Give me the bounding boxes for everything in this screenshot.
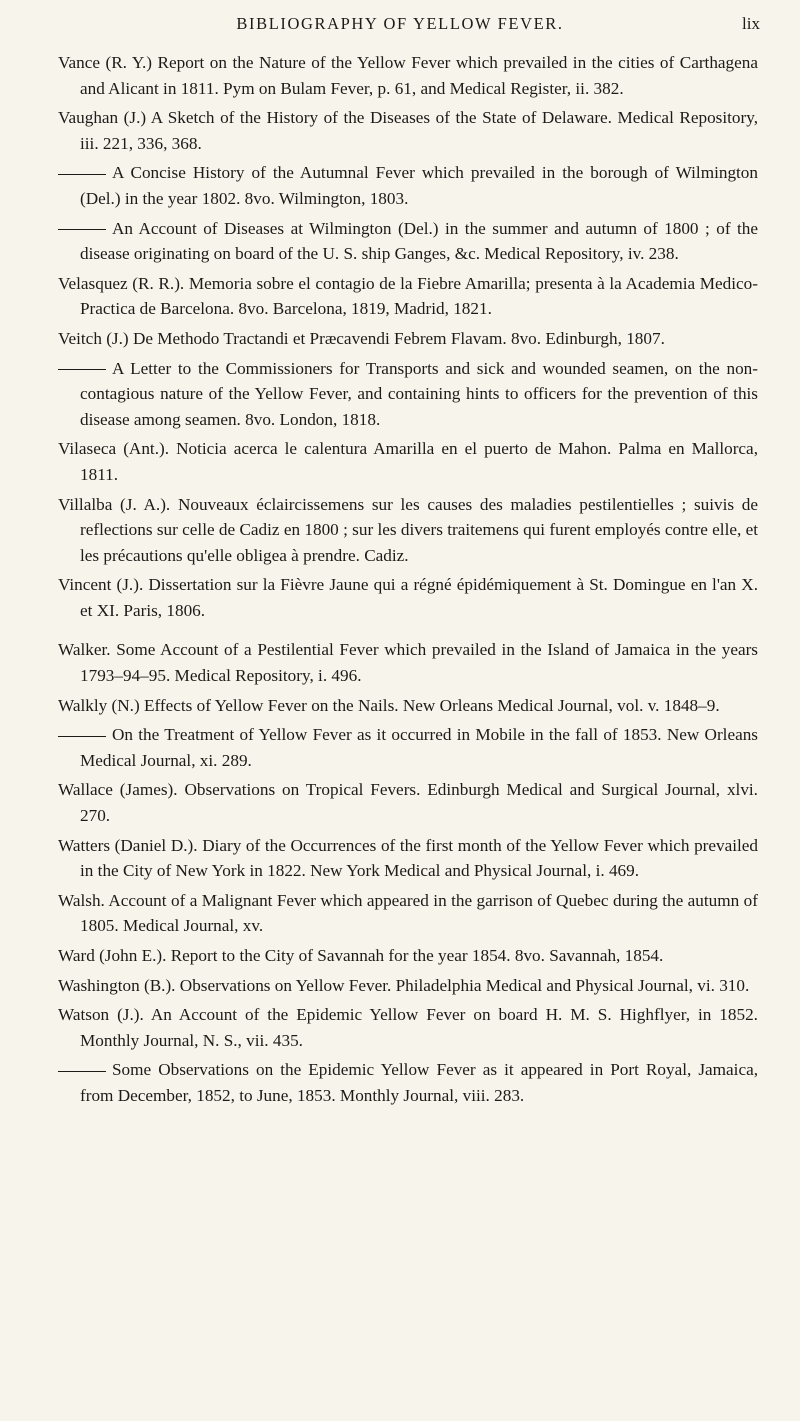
bibliography-entry [58, 943, 758, 969]
ditto-dash [58, 174, 106, 175]
page-header [0, 14, 800, 38]
bibliography-entry [58, 356, 758, 433]
bibliography-entry [58, 271, 758, 322]
bibliography-entry [58, 572, 758, 623]
entry-author: Wallace (James). [58, 780, 178, 800]
entry-author: Walsh. [58, 890, 105, 910]
entry-text: Memoria sobre el contagio de la Fiebre Amarilla; presenta à la Academia Medico-Practica de Barcelona. 8vo. Barcelona, 1819, Madrid, 1821. [80, 273, 758, 319]
bibliography-entry [58, 50, 758, 101]
entry-text: Nouveaux éclaircissemens sur les causes des maladies pestilentielles ; suivis de reflections sur celle de Cadiz en 1800 ; sur les divers traitemens qui furent employés contre elle, et les précautions qu'elle obligea à prendre. Cadiz. [80, 494, 759, 565]
entry-text: Report to the City of Savannah for the year 1854. 8vo. Savannah, 1854. [170, 946, 664, 965]
entry-text: An Account of the Epidemic Yellow Fever on board H. M. S. Highflyer, in 1852. Monthly Journal, N. S., vii. 435. [80, 1005, 758, 1050]
entry-author: Walkly (N.) [58, 695, 140, 715]
entry-text: An Account of Diseases at Wilmington (Del.) in the summer and autumn of 1800 ; of the disease originating on board of the U. S. ship Ganges, &c. Medical Repository, iv. 238. [80, 218, 758, 264]
ditto-dash [58, 229, 106, 230]
entry-author: Walker. [58, 640, 111, 660]
entry-author: Vilaseca (Ant.). [58, 439, 170, 459]
entry-author: Veitch (J.) [58, 328, 129, 348]
bibliography-entry [58, 105, 758, 156]
bibliography-entry [58, 216, 758, 267]
bibliography-entry [58, 436, 758, 487]
entry-author: Watson (J.). [58, 1005, 144, 1025]
entry-text: Diary of the Occurrences of the first month of the Yellow Fever which prevailed in the City of New York in 1822. New York Medical and Physical Journal, i. 469. [80, 835, 759, 881]
entry-author: Vance (R. Y.) [58, 53, 153, 72]
entry-author: Watters (Daniel D.). [58, 835, 198, 855]
entry-text: Noticia acerca le calentura Amarilla en el puerto de Mahon. Palma en Mallorca, 1811. [80, 439, 758, 484]
entry-text: Observations on Yellow Fever. Philadelphia Medical and Physical Journal, vi. 310. [179, 975, 750, 995]
bibliography-entry [58, 777, 758, 828]
bibliography-entry [58, 888, 758, 939]
bibliography-entry [58, 1057, 758, 1108]
bibliography-entry [58, 326, 758, 352]
bibliography-entry [58, 492, 758, 569]
entry-text: Report on the Nature of the Yellow Fever which prevailed in the cities of Carthagena and Alicant in 1811. Pym on Bulam Fever, p. 61, and Medical Register, ii. 382. [80, 53, 758, 98]
entry-text: A Sketch of the History of the Diseases of the State of Delaware. Medical Repository, iii. 221, 336, 368. [80, 108, 758, 153]
entry-text: A Letter to the Commissioners for Transports and sick and wounded seamen, on the non-contagious nature of the Yellow Fever, and containing hints to officers for the prevention of this disease among seamen. 8vo. London, 1818. [80, 358, 758, 429]
entry-author: Vincent (J.). [58, 575, 144, 595]
bibliography-entry [58, 722, 758, 773]
ditto-dash [58, 1071, 106, 1072]
running-title: BIBLIOGRAPHY OF YELLOW FEVER. [236, 14, 564, 33]
entry-text: Observations on Tropical Fevers. Edinburgh Medical and Surgical Journal, xlvi. 270. [80, 780, 758, 826]
entry-text: Effects of Yellow Fever on the Nails. New Orleans Medical Journal, vol. v. 1848–9. [143, 695, 720, 715]
page-number: lix [742, 14, 760, 33]
entry-text: De Methodo Tractandi et Præcavendi Febrem Flavam. 8vo. Edinburgh, 1807. [132, 328, 665, 348]
bibliography-entry [58, 973, 758, 999]
entry-text: Account of a Malignant Fever which appeared in the garrison of Quebec during the autumn of 1805. Medical Journal, xv. [80, 890, 758, 936]
entry-text: Some Observations on the Epidemic Yellow Fever as it appeared in Port Royal, Jamaica, from December, 1852, to June, 1853. Monthly Journal, viii. 283. [80, 1060, 758, 1105]
bibliography-entry [58, 1002, 758, 1053]
entry-author: Ward (John E.). [58, 946, 167, 965]
bibliography-entry [58, 160, 758, 211]
entry-text: Some Account of a Pestilential Fever which prevailed in the Island of Jamaica in the years 1793–94–95. Medical Repository, i. 496. [80, 640, 758, 686]
bibliography-list [58, 50, 758, 1113]
ditto-dash [58, 369, 106, 370]
entry-author: Washington (B.). [58, 975, 176, 995]
entry-text: A Concise History of the Autumnal Fever which prevailed in the borough of Wilmington (Del.) in the year 1802. 8vo. Wilmington, 1803. [80, 163, 758, 208]
bibliography-entry [58, 833, 758, 884]
entry-author: Villalba (J. A.). [58, 494, 171, 514]
bibliography-entry [58, 693, 758, 719]
bibliography-entry [58, 637, 758, 688]
entry-author: Vaughan (J.) [58, 108, 147, 128]
entry-author: Velasquez (R. R.). [58, 273, 185, 293]
entry-text: Dissertation sur la Fièvre Jaune qui a régné épidémiquement à St. Domingue en l'an X. et XI. Paris, 1806. [80, 575, 758, 620]
entry-text: On the Treatment of Yellow Fever as it occurred in Mobile in the fall of 1853. New Orleans Medical Journal, xi. 289. [80, 725, 758, 770]
ditto-dash [58, 736, 106, 737]
